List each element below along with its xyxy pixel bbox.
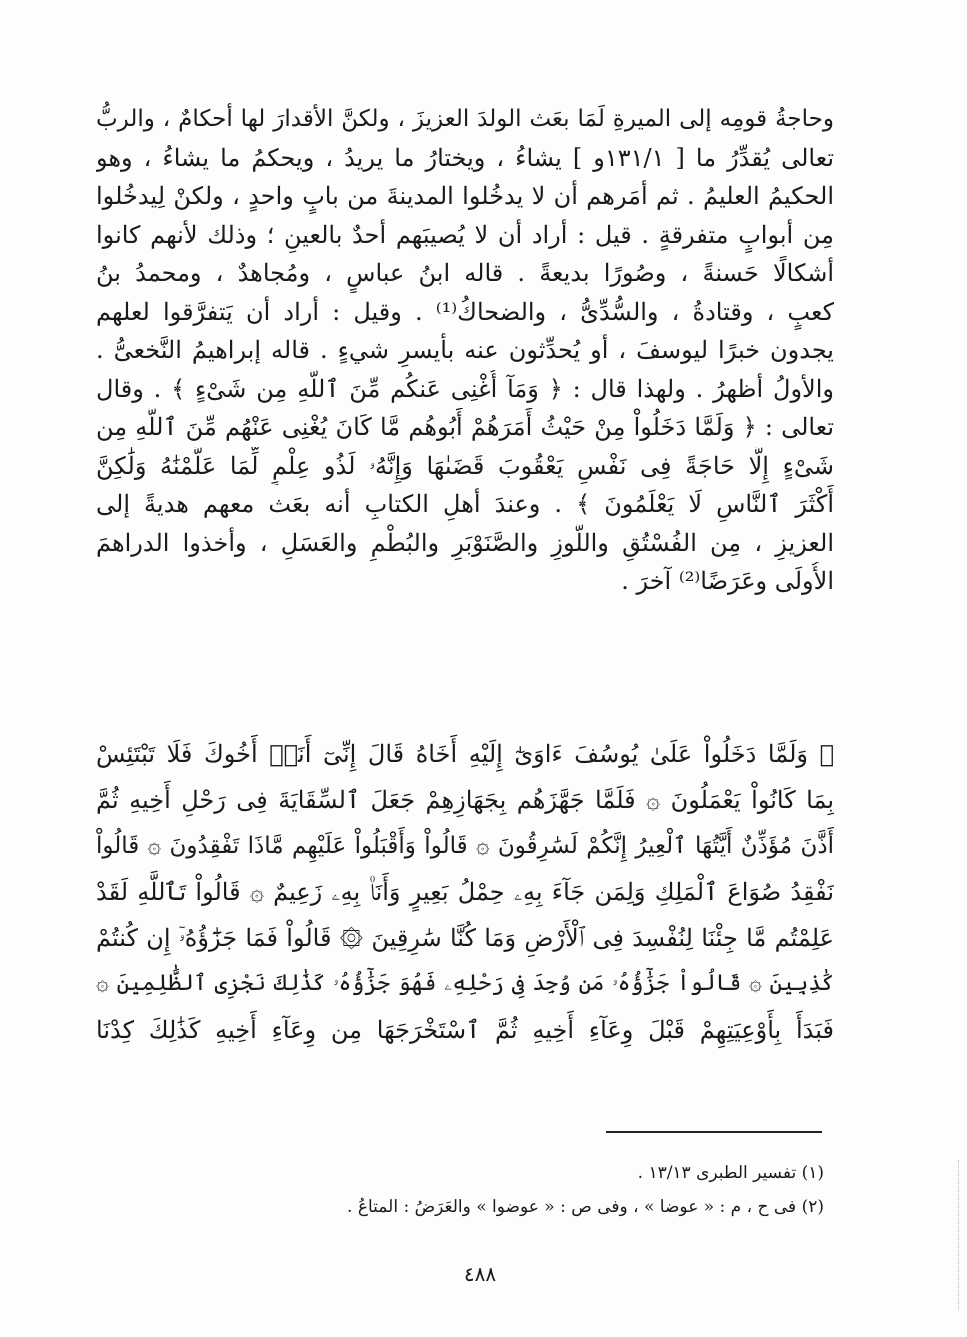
text-line: أشكالًا حَسنةً ، وصُورًا بديعةً . قاله ابنُ عباسٍ ، ومُجاهدٌ ، ومحمدُ بنُ xyxy=(96,259,834,287)
text-line: أَكْثَرَ ٱلنَّاسِ لَا يَعْلَمُونَ ﴾ . وعندَ أهلِ الكتابِ أنه بعَث معهم هديةً إلى xyxy=(96,490,834,518)
text-line: والأولُ أظهرُ . ولهذا قال : ﴿ وَمَآ أُغْنِى عَنكُم مِّنَ ٱللَّهِ مِن شَىْءٍ ﴾ . وقال xyxy=(96,374,834,403)
quran-line: بِمَا كَانُواْ يَعْمَلُونَ ۞ فَلَمَّا جَهَّزَهُم بِجَهَازِهِمْ جَعَلَ ٱلسِّقَايَةَ فِى رَحْلِ أَخِيهِ ثُمَّ xyxy=(96,786,834,814)
footnotes xyxy=(96,1156,824,1224)
footnote-divider xyxy=(606,1131,822,1133)
text-line: شَىْءٍ إِلَّا حَاجَةً فِى نَفْسِ يَعْقُوبَ قَضَىٰهَا وَإِنَّهُۥ لَذُو عِلْمٍ لِّمَا عَلَّمْنَٰهُ وَلَٰكِنَّ xyxy=(96,451,834,480)
text-line: كعبٍ ، وقتادةُ ، والسُّدِّىُّ ، والضحاكُ⁽¹⁾ . وقيل : أراد أن يَتفرَّقوا لعلهم xyxy=(96,297,834,326)
quran-line: كَٰذِبِينَ ۞ قَالُواْ جَزَٰٓؤُهُۥ مَن وُجِدَ فِى رَحْلِهِۦ فَهُوَ جَزَٰٓؤُهُۥ كَذَٰلِكَ نَجْزِى ٱلظَّٰلِمِينَ ۞ xyxy=(96,971,834,996)
text-line: مِن أبوابٍ متفرقةٍ . قيل : أراد أن لا يُصيبَهم أحدٌ بالعينِ ؛ وذلك لأنهم كانوا xyxy=(96,220,834,249)
footnote-1: (١) تفسير الطبرى ١٣/١٣ . xyxy=(637,1163,824,1183)
page-number: ٤٨٨ xyxy=(463,1262,497,1286)
quran-line: نَفْقِدُ صُوَاعَ ٱلْمَلِكِ وَلِمَن جَآءَ بِهِۦ حِمْلُ بَعِيرٍ وَأَنَا۠ بِهِۦ زَعِيمٌ ۞ قَالُواْ تَٱللَّهِ لَقَدْ xyxy=(96,878,834,906)
text-line: تعالى يُقدِّرُ ما [ ١٣١/١و ] يشاءُ ، ويختارُ ما يريدُ ، ويحكمُ ما يشاءُ ، وهو xyxy=(96,143,834,172)
body-text xyxy=(96,100,834,601)
text-line: يجدون خبرًا ليوسفَ ، أو يُحدِّثون عنه بأيسرِ شيءٍ . قاله إبراهيمُ النَّخعىُّ . xyxy=(96,336,834,364)
quran-line: أَذَّنَ مُؤَذِّنٌ أَيَّتُهَا ٱلْعِيرُ إِنَّكُمْ لَسَٰرِقُونَ ۞ قَالُواْ وَأَقْبَلُواْ عَلَيْهِم مَّاذَا تَفْقِدُونَ ۞ قَالُواْ xyxy=(96,833,834,859)
quran-line: ﴿ وَلَمَّا دَخَلُواْ عَلَىٰ يُوسُفَ ءَاوَىٰٓ إِلَيْهِ أَخَاهُ قَالَ إِنِّىٓ أَنَا۠ أَخُوكَ فَلَا تَبْتَئِسْ xyxy=(96,740,834,768)
text-line: الأُولَى وعَرَضًا⁽²⁾ آخرَ . xyxy=(621,567,834,595)
page-edge-mark xyxy=(954,1160,959,1310)
text-line: تعالى : ﴿ وَلَمَّا دَخَلُواْ مِنْ حَيْثُ أَمَرَهُمْ أَبُوهُم مَّا كَانَ يُغْنِى عَنْهُم مِّنَ ٱللَّهِ مِن xyxy=(96,413,834,441)
quran-line: فَبَدَأَ بِأَوْعِيَتِهِمْ قَبْلَ وِعَآءِ أَخِيهِ ثُمَّ ٱسْتَخْرَجَهَا مِن وِعَآءِ أَخِيهِ كَذَٰلِكَ كِدْنَا xyxy=(96,1016,834,1044)
footnote-2: (٢) فى ح ، م : « عوضا » ، وفى ص : « عوضوا » والعَرَضُ : المتاعُ . xyxy=(347,1197,824,1217)
text-line: وحاجةُ قومِه إلى الميرةِ لَمَا بعَث الولدَ العزيزَ ، ولكنَّ الأقدارَ لها أحكامٌ ، والربُّ xyxy=(96,106,834,132)
quran-line: عَلِمْتُم مَّا جِئْنَا لِنُفْسِدَ فِى ٱلْأَرْضِ وَمَا كُنَّا سَٰرِقِينَ ۞ قَالُواْ فَمَا جَزَٰٓؤُهُۥٓ إِن كُنتُمْ xyxy=(96,924,834,952)
text-line: العزيزِ ، مِن الفُسْتُقِ واللَّوزِ والصَّنَوْبَرِ والبُطْمِ والعَسَلِ ، وأخذوا الدراهمَ xyxy=(96,528,834,557)
quran-passage xyxy=(96,731,834,1053)
text-line: الحكيمُ العليمُ . ثم أمَرهم أن لا يدخُلوا المدينةَ من بابٍ واحدٍ ، ولكنْ لِيدخُلوا xyxy=(96,182,834,210)
